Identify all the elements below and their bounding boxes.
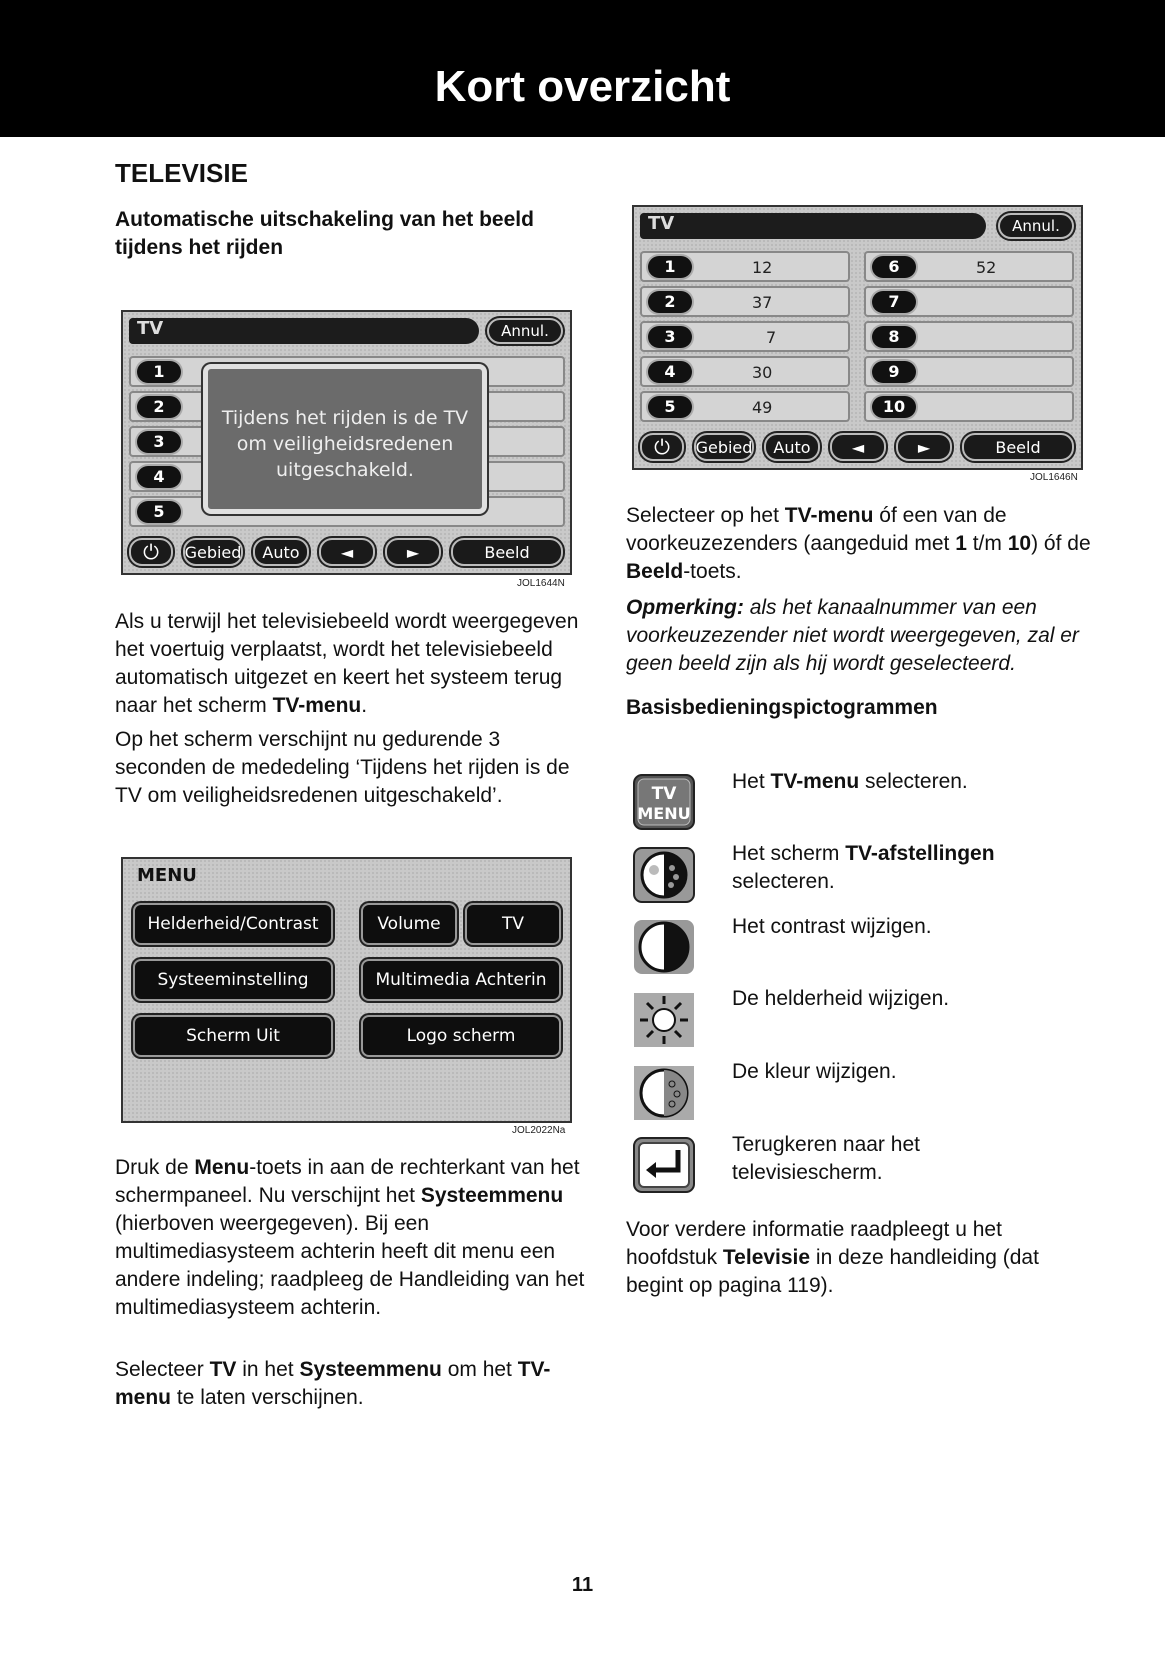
bold-text: TV: [209, 1358, 237, 1381]
bold-text: TV-menu: [115, 1358, 551, 1409]
text: selecteren.: [732, 870, 835, 893]
channel-number: 12: [752, 258, 773, 277]
text: (hierboven weergegeven). Bij een multimediasysteem achterin heeft dit menu een andere indeling; raadpleeg de Handleiding van het multimediasysteem achterin.: [115, 1212, 585, 1319]
channel-number: 30: [752, 363, 773, 382]
preset-number: 4: [137, 466, 181, 488]
page-title: Kort overzicht: [434, 62, 731, 111]
text: om het: [441, 1358, 518, 1381]
auto-button[interactable]: Auto: [253, 538, 309, 566]
bold-text: TV-afstellingen: [845, 842, 995, 865]
preset-number: 5: [137, 501, 181, 523]
bold-text: Televisie: [722, 1246, 811, 1269]
preset-number: 6: [872, 256, 916, 278]
icon-desc-color: De kleur wijzigen.: [732, 1060, 897, 1083]
tv-menu-screen: [632, 205, 1083, 470]
text: selecteren.: [859, 770, 968, 793]
text: Selecteer: [115, 1358, 210, 1381]
bold-text: 10: [1007, 532, 1032, 555]
system-settings-button[interactable]: Systeeminstelling: [133, 959, 333, 1001]
icon-desc-brightness: De helderheid wijzigen.: [732, 987, 950, 1010]
contrast-icon: [632, 918, 696, 976]
preset-slot-3[interactable]: [640, 321, 850, 352]
next-button[interactable]: ►: [385, 538, 441, 566]
picture-button[interactable]: Beeld: [962, 433, 1074, 461]
paragraph-more-info: [626, 1216, 1096, 1300]
preset-slot-2[interactable]: [640, 286, 850, 317]
preset-number: 5: [648, 396, 692, 418]
preset-number: 7: [872, 291, 916, 313]
cancel-button[interactable]: Annul.: [487, 318, 563, 344]
tv-menu-icon: [632, 773, 696, 831]
text: .: [361, 694, 368, 717]
channel-number: 49: [752, 398, 773, 417]
power-button[interactable]: [129, 538, 173, 566]
preset-slot-9[interactable]: [864, 356, 1074, 387]
page-number: 11: [571, 1574, 594, 1596]
text: Het: [732, 770, 771, 793]
previous-button[interactable]: ◄: [319, 538, 375, 566]
icon-desc-contrast: Het contrast wijzigen.: [732, 915, 932, 938]
text: in deze handleiding (dat begint op pagina 119).: [626, 1246, 1039, 1297]
bold-text: Beeld: [626, 560, 684, 583]
next-button[interactable]: ►: [896, 433, 952, 461]
bold-text: Systeemmenu: [299, 1358, 442, 1381]
bold-text: TV-menu: [784, 504, 874, 527]
preset-number: 2: [137, 396, 181, 418]
icon-desc-tv-settings: [732, 840, 1092, 896]
logo-screen-button[interactable]: Logo scherm: [361, 1015, 561, 1057]
text: Selecteer op het: [626, 504, 785, 527]
note-label: Opmerking:: [626, 596, 744, 619]
text: Voor verdere informatie raadpleegt u het hoofdstuk: [626, 1218, 1002, 1269]
preset-number: 1: [137, 361, 181, 383]
tv-screen-warning: [121, 310, 572, 575]
icon-desc-return: Terugkeren naar het televisiescherm.: [732, 1133, 920, 1184]
tv-settings-icon: [632, 846, 696, 904]
note: [626, 594, 1096, 678]
tv-title-bar: TV: [640, 213, 986, 239]
power-icon: ⏻: [143, 540, 159, 564]
text: Druk de: [115, 1156, 195, 1179]
rear-multimedia-button[interactable]: Multimedia Achterin: [361, 959, 561, 1001]
text: -toets in aan de rechterkant van het schermpaneel. Nu verschijnt het: [115, 1156, 580, 1207]
driving-warning-dialog: [203, 364, 487, 514]
menu-title: MENU: [137, 865, 197, 886]
text: óf een van de voorkeuzezenders (aangeduid met: [626, 504, 1007, 555]
icon-desc-tv-menu: [732, 768, 1092, 796]
preset-number: 1: [648, 256, 692, 278]
tv-menu-icon-line1: TV: [651, 784, 677, 804]
paragraph-select-tv: [115, 1356, 585, 1412]
auto-button[interactable]: Auto: [764, 433, 820, 461]
bold-text: TV-menu: [272, 694, 362, 717]
preset-number: 2: [648, 291, 692, 313]
text: ) óf de: [1031, 532, 1091, 555]
figure-caption: JOL1644N: [517, 578, 565, 589]
channel-number: 7: [766, 328, 777, 347]
tv-button[interactable]: TV: [465, 903, 561, 945]
section-title: TELEVISIE: [115, 158, 248, 188]
bold-text: Systeemmenu: [420, 1184, 564, 1207]
bold-text: TV-menu: [770, 770, 860, 793]
picture-button[interactable]: Beeld: [451, 538, 563, 566]
cancel-button[interactable]: Annul.: [998, 213, 1074, 239]
preset-number: 9: [872, 361, 916, 383]
paragraph-select-preset: [626, 502, 1096, 586]
preset-number: 3: [648, 326, 692, 348]
icons-heading: Basisbedieningspictogrammen: [626, 696, 938, 719]
color-icon: [632, 1064, 696, 1122]
figure-caption: JOL2022Na: [512, 1125, 566, 1136]
paragraph-message: Op het scherm verschijnt nu gedurende 3 seconden de mededeling ‘Tijdens het rijden is de TV om veiligheidsredenen uitgeschakeld’.: [115, 728, 570, 807]
paragraph-auto-off: [115, 608, 585, 720]
area-button[interactable]: Gebied: [183, 538, 243, 566]
return-icon: [632, 1136, 696, 1194]
area-button[interactable]: Gebied: [694, 433, 754, 461]
paragraph-menu-key: [115, 1154, 585, 1322]
preset-slot-1[interactable]: [640, 251, 850, 282]
text: in het: [236, 1358, 300, 1381]
preset-number: 4: [648, 361, 692, 383]
tv-menu-icon-line2: MENU: [637, 804, 691, 823]
previous-button[interactable]: ◄: [830, 433, 886, 461]
note-text: als het kanaalnummer van een voorkeuzezender niet wordt weergegeven, zal er geen beeld zijn als hij wordt geselecteerd.: [626, 596, 1079, 675]
preset-slot-7[interactable]: [864, 286, 1074, 317]
preset-slot-6[interactable]: [864, 251, 1074, 282]
power-button[interactable]: [640, 433, 684, 461]
text: Als u terwijl het televisiebeeld wordt weergegeven het voertuig verplaatst, wordt het televisiebeeld automatisch uitgezet en keert het systeem terug naar het scherm: [115, 610, 579, 717]
power-icon: ⏻: [654, 435, 670, 459]
screen-off-button[interactable]: Scherm Uit: [133, 1015, 333, 1057]
tv-title-bar: TV: [129, 318, 479, 344]
volume-button[interactable]: Volume: [361, 903, 457, 945]
warning-text: Tijdens het rijden is de TV om veiligheidsredenen uitgeschakeld.: [221, 407, 469, 481]
bold-text: 1: [955, 532, 967, 555]
channel-number: 37: [752, 293, 773, 312]
preset-number: 10: [872, 396, 916, 418]
preset-slot-10[interactable]: [864, 391, 1074, 422]
channel-number: 52: [976, 258, 997, 277]
subtitle: Automatische uitschakeling van het beeld tijdens het rijden: [115, 208, 534, 259]
figure-caption: JOL1646N: [1030, 472, 1078, 483]
system-menu-screen: [121, 857, 572, 1123]
preset-number: 8: [872, 326, 916, 348]
preset-number: 3: [137, 431, 181, 453]
preset-slot-5[interactable]: [640, 391, 850, 422]
text: te laten verschijnen.: [171, 1386, 364, 1409]
text: Het scherm: [732, 842, 846, 865]
preset-slot-4[interactable]: [640, 356, 850, 387]
text: -toets.: [683, 560, 742, 583]
brightness-contrast-button[interactable]: Helderheid/Contrast: [133, 903, 333, 945]
bold-text: Menu: [194, 1156, 250, 1179]
text: t/m: [966, 532, 1008, 555]
preset-slot-8[interactable]: [864, 321, 1074, 352]
brightness-icon: [632, 991, 696, 1049]
